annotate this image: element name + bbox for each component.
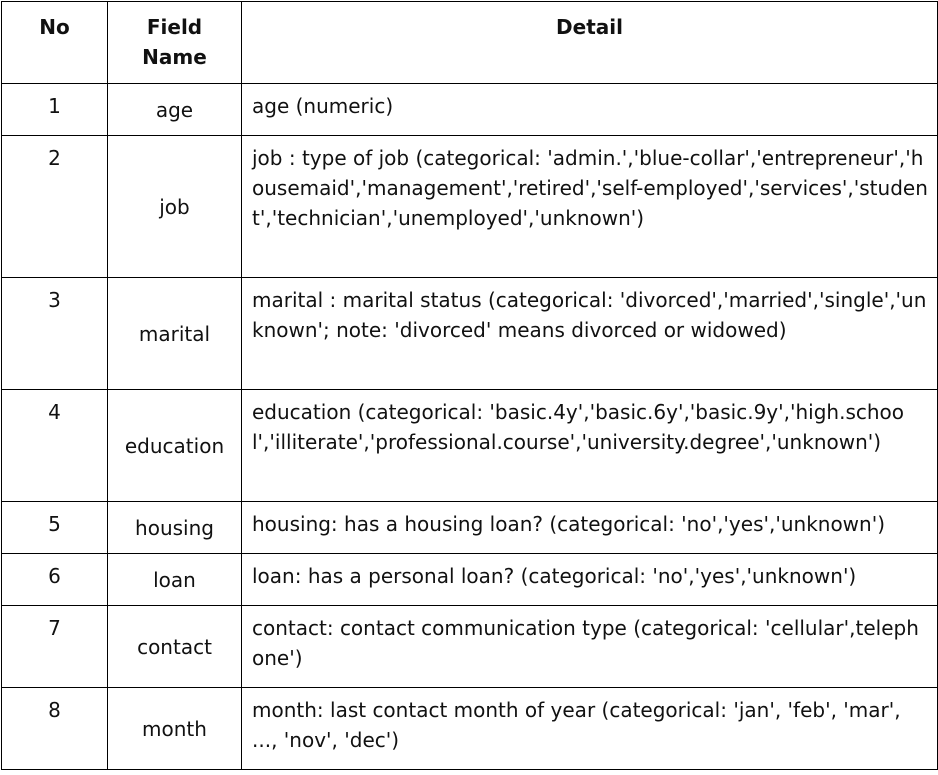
- table-row: [2, 390, 938, 502]
- row-no: 3: [2, 278, 108, 390]
- row-field-name: age: [108, 84, 242, 136]
- row-no: 5: [2, 502, 108, 554]
- row-detail: month: last contact month of year (categorical: 'jan', 'feb', 'mar', ..., 'nov', 'dec'): [242, 688, 938, 770]
- row-field-name: loan: [108, 554, 242, 606]
- table-row: [2, 606, 938, 688]
- header-field-name-line2: Name: [142, 45, 207, 69]
- row-detail: age (numeric): [242, 84, 938, 136]
- row-detail: education (categorical: 'basic.4y','basic.6y','basic.9y','high.school','illiterate','professional.course','university.degree','unknown'): [242, 390, 938, 502]
- row-no: 7: [2, 606, 108, 688]
- row-no: 8: [2, 688, 108, 770]
- row-field-name: month: [108, 688, 242, 770]
- row-no: 6: [2, 554, 108, 606]
- table-row: [2, 502, 938, 554]
- row-detail: housing: has a housing loan? (categorical: 'no','yes','unknown'): [242, 502, 938, 554]
- row-field-name: contact: [108, 606, 242, 688]
- header-row: [2, 2, 938, 84]
- header-field-name-line1: Field: [146, 15, 203, 39]
- row-detail: contact: contact communication type (categorical: 'cellular',telephone'): [242, 606, 938, 688]
- table-row: [2, 554, 938, 606]
- header-no: No: [2, 2, 108, 84]
- row-detail: job : type of job (categorical: 'admin.','blue-collar','entrepreneur','housemaid','management','retired','self-employed','services','student','technician','unemployed','unknown'): [242, 136, 938, 278]
- row-field-name: housing: [108, 502, 242, 554]
- row-field-name: marital: [108, 278, 242, 390]
- row-field-name: job: [108, 136, 242, 278]
- field-description-table: [1, 1, 938, 770]
- header-detail: Detail: [242, 2, 938, 84]
- row-detail: loan: has a personal loan? (categorical: 'no','yes','unknown'): [242, 554, 938, 606]
- row-no: 1: [2, 84, 108, 136]
- row-no: 2: [2, 136, 108, 278]
- row-detail: marital : marital status (categorical: 'divorced','married','single','unknown'; note: 'divorced' means divorced or widowed): [242, 278, 938, 390]
- row-field-name: education: [108, 390, 242, 502]
- header-field-name: [108, 2, 242, 84]
- table-row: [2, 84, 938, 136]
- row-no: 4: [2, 390, 108, 502]
- table-row: [2, 688, 938, 770]
- table-row: [2, 136, 938, 278]
- table-row: [2, 278, 938, 390]
